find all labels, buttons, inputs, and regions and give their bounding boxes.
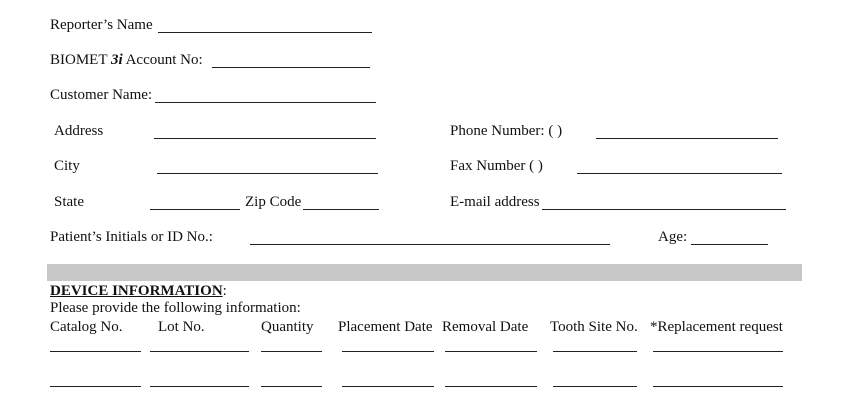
account-label-brand: 3i (110, 52, 123, 68)
device-row-1-lot-field[interactable] (150, 351, 249, 352)
reporter-name-label: Reporter’s Name (50, 17, 153, 33)
address-field[interactable] (154, 138, 376, 139)
reporter-name-field[interactable] (158, 32, 372, 33)
phone-number-field[interactable] (596, 138, 778, 139)
device-row-1-quantity-field[interactable] (261, 351, 322, 352)
device-row-2-lot-field[interactable] (150, 386, 249, 387)
device-row-2-tooth-site-field[interactable] (553, 386, 637, 387)
account-label-prefix: BIOMET (50, 52, 111, 68)
state-label: State (54, 194, 84, 210)
zip-code-field[interactable] (303, 209, 379, 210)
zip-code-label: Zip Code (245, 194, 302, 210)
column-quantity: Quantity (261, 319, 314, 335)
column-tooth-site-no: Tooth Site No. (550, 319, 638, 335)
device-row-1-removal-date-field[interactable] (445, 351, 537, 352)
device-row-2-replacement-field[interactable] (653, 386, 783, 387)
device-info-heading-text: DEVICE INFORMATION (50, 283, 223, 299)
account-number-label (50, 52, 203, 69)
address-label: Address (54, 123, 104, 139)
email-address-field[interactable] (542, 209, 786, 210)
state-field[interactable] (150, 209, 240, 210)
fax-number-label: Fax Number ( ) (450, 158, 543, 174)
age-field[interactable] (691, 244, 768, 245)
age-label: Age: (658, 229, 688, 245)
account-label-suffix: Account No: (122, 52, 203, 68)
phone-number-label: Phone Number: ( ) (450, 123, 563, 139)
patient-id-field[interactable] (250, 244, 610, 245)
device-row-2-placement-date-field[interactable] (342, 386, 434, 387)
device-row-2-removal-date-field[interactable] (445, 386, 537, 387)
device-info-heading (50, 283, 227, 300)
column-placement-date: Placement Date (338, 319, 433, 335)
email-address-label: E-mail address (450, 194, 540, 210)
column-replacement-request: *Replacement request (650, 319, 783, 335)
device-row-1-placement-date-field[interactable] (342, 351, 434, 352)
fax-number-field[interactable] (577, 173, 782, 174)
city-field[interactable] (157, 173, 378, 174)
city-label: City (54, 158, 80, 174)
customer-name-field[interactable] (155, 102, 376, 103)
section-divider-bar (47, 264, 802, 281)
device-row-1-catalog-field[interactable] (50, 351, 141, 352)
device-row-2-quantity-field[interactable] (261, 386, 322, 387)
column-removal-date: Removal Date (442, 319, 529, 335)
column-lot-no: Lot No. (158, 319, 205, 335)
device-row-1-replacement-field[interactable] (653, 351, 783, 352)
customer-name-label: Customer Name: (50, 87, 153, 103)
account-number-field[interactable] (212, 67, 370, 68)
device-info-instruction: Please provide the following information: (50, 300, 301, 316)
device-row-2-catalog-field[interactable] (50, 386, 141, 387)
column-catalog-no: Catalog No. (50, 319, 123, 335)
patient-id-label: Patient’s Initials or ID No.: (50, 229, 213, 245)
device-info-heading-colon: : (222, 283, 227, 299)
device-row-1-tooth-site-field[interactable] (553, 351, 637, 352)
